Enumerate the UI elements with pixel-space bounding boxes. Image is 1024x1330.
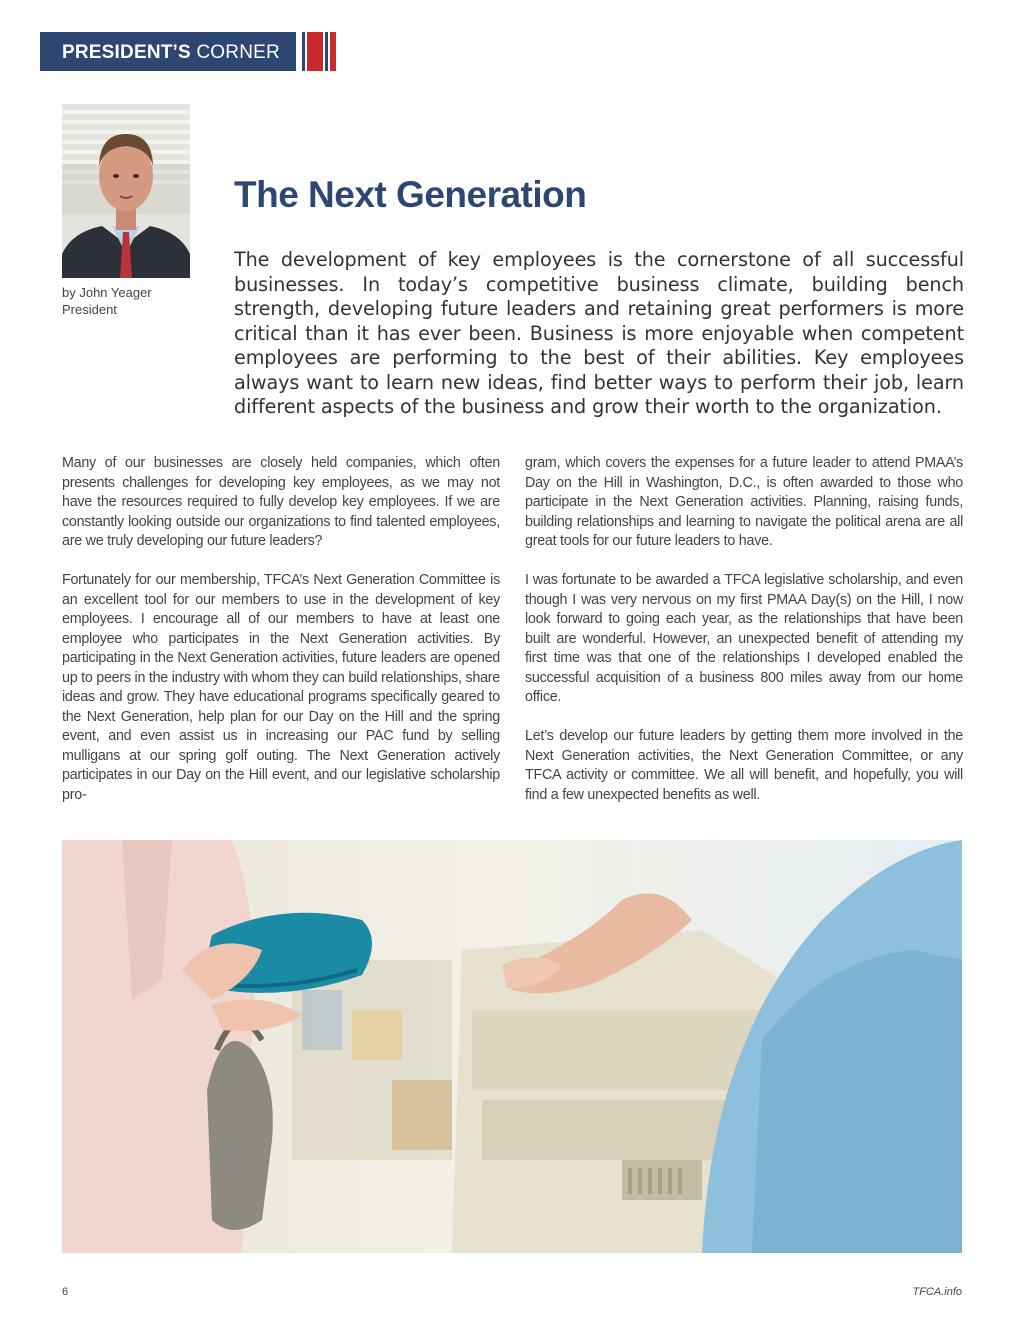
body-paragraph: Let’s develop our future leaders by getting them more involved in the Next Generation activities, the Next Generation Committee, or any TFCA activity or committee. We all will benefit, and hopefully, you will find a few unexpected benefits as well. — [525, 728, 963, 803]
banner-stripe — [330, 32, 336, 71]
portrait-photo-icon — [62, 104, 190, 278]
author-portrait — [62, 104, 190, 278]
page-number: 6 — [62, 1286, 69, 1298]
body-paragraph: Fortunately for our membership, TFCA’s Next Generation Committee is an excellent tool for our members to use in the development of key employees. I encourage all of our members to have at least one employee who participates in the Next Generation activities. By participating in the Next Generation activities, future leaders are opened up to peers in the industry with whom they can build relationships, share ideas and grow. They have educational programs specifically geared to the Next Generation, help plan for our Day on the Hill and the spring event, and even assist us in increasing our PAC fund by selling mulligans at our spring golf outing. The Next Generation actively participates in our Day on the Hill event, and our legislative scholarship pro- — [62, 572, 500, 803]
article-photo — [62, 840, 962, 1253]
body-column-right — [525, 454, 963, 825]
byline — [62, 284, 152, 318]
section-banner — [40, 32, 336, 71]
article-intro: The development of key employees is the cornerstone of all successful businesses. In today’s competitive business climate, building bench strength, developing future leaders and retaining great performers is more critical than it has ever been. Business is more enjoyable when competent employees are performing to the best of their abilities. Key employees always want to learn new ideas, find better ways to perform their job, learn different aspects of the business and grow their worth to the organization. — [234, 248, 964, 418]
site-url: TFCA.info — [912, 1286, 962, 1298]
author-name: by John Yeager — [62, 285, 152, 300]
body-paragraph: I was fortunate to be awarded a TFCA legislative scholarship, and even though I was very nervous on my first PMAA Day(s) on the Hill, I now look forward to going each year, as the relationships that have been built are wonderful. However, an unexpected benefit of attending my first time was that one of the relationships I developed enabled the successful acquisition of a business 800 miles away from our home office. — [525, 572, 963, 705]
banner-stripe — [325, 32, 328, 71]
body-column-left — [62, 454, 500, 825]
section-title: PRESIDENT’S CORNER — [62, 42, 280, 63]
body-paragraph: Many of our businesses are closely held companies, which often presents challenges for developing key employees, as we may not have the resources required to fully develop key employees. If we are constantly looking outside our organizations to find talented employees, are we truly developing our future leaders? — [62, 455, 500, 549]
banner-stripe — [302, 32, 305, 71]
article-title: The Next Generation — [234, 174, 587, 215]
body-paragraph: gram, which covers the expenses for a future leader to attend PMAA’s Day on the Hill in Washington, D.C., is often awarded to those who participate in the Next Generation activities. Planning, raising funds, building relationships and learning to navigate the political arena are all great tools for our future leaders to have. — [525, 455, 963, 549]
checkout-photo-icon — [62, 840, 962, 1253]
banner-stripe — [307, 32, 323, 71]
author-role: President — [62, 302, 117, 317]
